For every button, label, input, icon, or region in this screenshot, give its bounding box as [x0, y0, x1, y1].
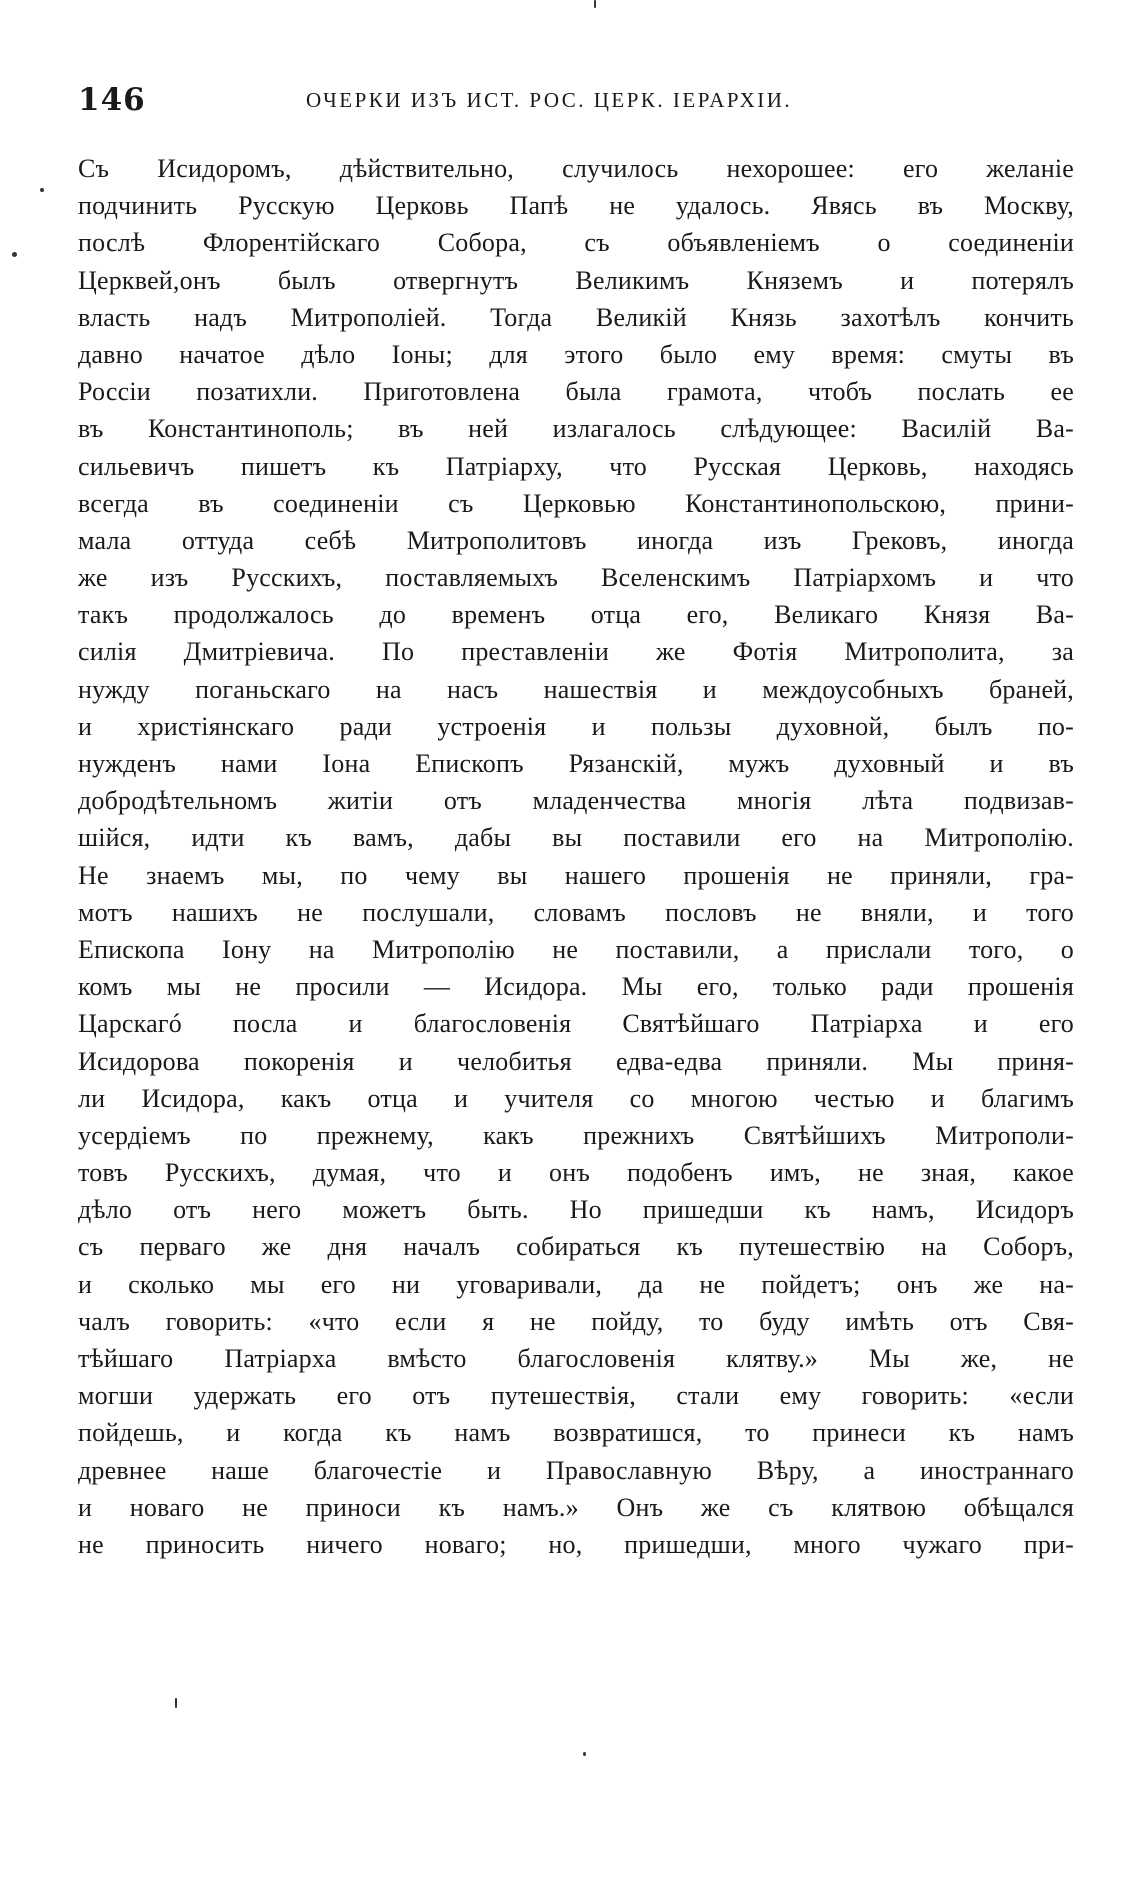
scan-speck [40, 188, 44, 192]
text-line: и христіянскаго ради устроенія и пользы духовной, былъ по- [78, 711, 1074, 741]
text-line: товъ Русскихъ, думая, что и онъ подобенъ имъ, не зная, какое [78, 1158, 1074, 1188]
page-number: 146 [78, 82, 146, 118]
text-line: подчинить Русскую Церковь Папѣ не удалось. Явясь въ Москву, [78, 191, 1074, 221]
text-line: чалъ говорить: «что если я не пойду, то буду имѣть отъ Свя- [78, 1306, 1074, 1336]
body-text [78, 150, 1074, 1563]
scan-speck [594, 0, 596, 8]
page-header [78, 82, 1078, 122]
scan-speck [12, 252, 17, 257]
text-line: власть надъ Митрополіей. Тогда Великій Князь захотѣлъ кончить [78, 302, 1074, 332]
text-line: всегда въ соединеніи съ Церковью Константинопольскою, прини- [78, 488, 1074, 518]
text-line: и новаго не приноси къ намъ.» Онъ же съ клятвою обѣщался [78, 1492, 1074, 1522]
text-line: древнее наше благочестіе и Православную Вѣру, а иностраннаго [78, 1455, 1074, 1485]
text-line: Епископа Іону на Митрополію не поставили, а прислали того, о [78, 934, 1074, 964]
text-line: съ перваго же дня началъ собираться къ путешествію на Соборъ, [78, 1232, 1074, 1262]
text-line: ли Исидора, какъ отца и учителя со многою честью и благимъ [78, 1083, 1074, 1113]
text-line: тѣйшаго Патріарха вмѣсто благословенія клятву.» Мы же, не [78, 1344, 1074, 1373]
text-line: послѣ Флорентійскаго Собора, съ объявленіемъ о соединеніи [78, 228, 1074, 258]
text-line: Не знаемъ мы, по чему вы нашего прошенія не приняли, гра- [78, 860, 1074, 890]
text-line: Съ Исидоромъ, дѣйствительно, случилось нехорошее: его желаніе [78, 154, 1074, 183]
text-line: нужденъ нами Іона Епископъ Рязанскій, мужъ духовный и въ [78, 749, 1074, 778]
scan-speck [175, 1698, 177, 1708]
text-line: нужду поганьскаго на насъ нашествія и междоусобныхъ браней, [78, 674, 1074, 704]
text-line: же изъ Русскихъ, поставляемыхъ Вселенскимъ Патріархомъ и что [78, 563, 1074, 593]
text-line: въ Константинополь; въ ней излагалось слѣдующее: Василій Ва- [78, 414, 1074, 444]
text-line: могши удержать его отъ путешествія, стали ему говорить: «если [78, 1381, 1074, 1411]
text-line: Россіи позатихли. Приготовлена была грамота, чтобъ послать ее [78, 377, 1074, 407]
text-line: Царскагó посла и благословенія Святѣйшаго Патріарха и его [78, 1009, 1074, 1039]
scan-speck [583, 1752, 586, 1756]
text-line: комъ мы не просили — Исидора. Мы его, только ради прошенія [78, 972, 1074, 1002]
text-line: пойдешь, и когда къ намъ возвратишся, то принеси къ намъ [78, 1418, 1074, 1448]
running-title: ОЧЕРКИ ИЗЪ ИСТ. РОС. ЦЕРК. ІЕРАРХІИ. [306, 88, 793, 112]
text-line: Исидорова покоренія и челобитья едва-едва приняли. Мы приня- [78, 1046, 1074, 1076]
text-line: шійся, идти къ вамъ, дабы вы поставили его на Митрополію. [78, 823, 1074, 853]
text-line: и сколько мы его ни уговаривали, да не пойдетъ; онъ же на- [78, 1269, 1074, 1299]
text-line: сильевичъ пишетъ къ Патріарху, что Русская Церковь, находясь [78, 451, 1074, 481]
text-line: усердіемъ по прежнему, какъ прежнихъ Святѣйшихъ Митрополи- [78, 1120, 1074, 1150]
text-line: силія Дмитріевича. По преставленіи же Фотія Митрополита, за [78, 637, 1074, 667]
text-line: такъ продолжалось до временъ отца его, Великаго Князя Ва- [78, 600, 1074, 630]
text-line: мотъ нашихъ не послушали, словамъ пословъ не вняли, и того [78, 897, 1074, 927]
text-line: не приносить ничего новаго; но, пришедши, много чужаго при- [78, 1529, 1074, 1559]
text-line: дѣло отъ него можетъ быть. Но пришедши къ намъ, Исидоръ [78, 1195, 1074, 1225]
text-line: Церквей,онъ былъ отвергнутъ Великимъ Княземъ и потерялъ [78, 265, 1074, 295]
text-line: добродѣтельномъ житіи отъ младенчества многія лѣта подвизав- [78, 786, 1074, 816]
text-line: давно начатое дѣло Іоны; для этого было ему время: смуты въ [78, 339, 1074, 369]
text-line: мала оттуда себѣ Митрополитовъ иногда изъ Грековъ, иногда [78, 525, 1074, 555]
